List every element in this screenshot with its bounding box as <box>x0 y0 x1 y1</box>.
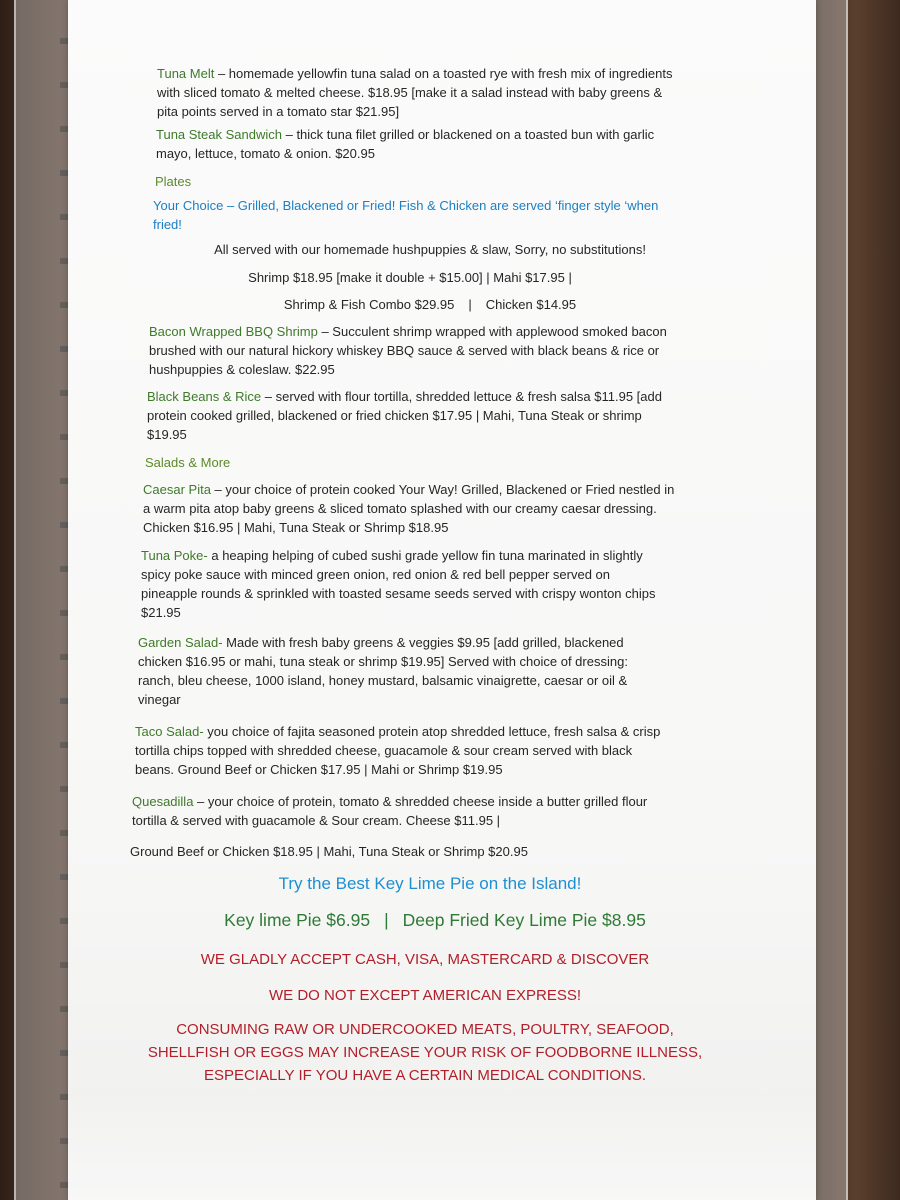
item-desc: – served with flour tortilla, shredded lettuce & fresh salsa $11.95 [add <box>261 389 662 404</box>
item-name: Tuna Poke- <box>141 548 208 563</box>
item-desc: – your choice of protein, tomato & shredded cheese inside a butter grilled flour <box>193 794 648 809</box>
menu-item-black-beans-rice <box>147 387 797 444</box>
plate-mahi: Mahi $17.95 | <box>489 270 572 285</box>
item-desc: beans. Ground Beef or Chicken $17.95 | Mahi or Shrimp $19.95 <box>135 762 503 777</box>
item-desc: chicken $16.95 or mahi, tuna steak or shrimp $19.95] Served with choice of dressing: <box>138 654 628 669</box>
item-desc: – homemade yellowfin tuna salad on a toasted rye with fresh mix of ingredients <box>214 66 673 81</box>
item-name: Quesadilla <box>132 794 194 809</box>
item-desc: you choice of fajita seasoned protein atop shredded lettuce, fresh salsa & crisp <box>203 724 661 739</box>
plates-choice-line: fried! <box>153 217 182 232</box>
item-desc: Made with fresh baby greens & veggies $9.95 [add grilled, blackened <box>222 635 624 650</box>
warning-line: CONSUMING RAW OR UNDERCOOKED MEATS, POULTRY, SEAFOOD, <box>176 1021 674 1038</box>
item-name: Taco Salad- <box>135 724 204 739</box>
menu-item-tuna-poke <box>141 546 806 622</box>
food-safety-warning <box>95 1018 755 1087</box>
deep-fried-key-lime-pie: Deep Fried Key Lime Pie $8.95 <box>402 910 646 930</box>
quesadilla-protein-prices: Ground Beef or Chicken $18.95 | Mahi, Tuna Steak or Shrimp $20.95 <box>130 844 528 859</box>
plates-line-combo-chicken <box>110 295 750 314</box>
separator: | <box>384 910 389 930</box>
section-heading-plates: Plates <box>155 174 192 189</box>
separator: | <box>468 297 472 312</box>
menu-item-quesadilla <box>132 792 802 830</box>
menu-item-tuna-melt <box>157 64 797 121</box>
plate-shrimp: Shrimp $18.95 [make it double + $15.00] | <box>248 270 490 285</box>
payment-notice: WE GLADLY ACCEPT CASH, VISA, MASTERCARD & DISCOVER <box>200 951 650 968</box>
plates-choice-note <box>153 196 803 234</box>
item-desc: ranch, bleu cheese, 1000 island, honey mustard, balsamic vinaigrette, caesar or oil & <box>138 673 628 688</box>
warning-line: SHELLFISH OR EGGS MAY INCREASE YOUR RISK OF FOODBORNE ILLNESS, <box>147 1044 703 1061</box>
key-lime-pie: Key lime Pie $6.95 <box>224 910 371 930</box>
item-desc: mayo, lettuce, tomato & onion. $20.95 <box>156 146 375 161</box>
item-desc: spicy poke sauce with minced green onion, red onion & red bell pepper served on <box>141 567 611 582</box>
item-desc: – Succulent shrimp wrapped with applewood smoked bacon <box>317 324 667 339</box>
item-desc: tortilla chips topped with shredded cheese, guacamole & sour cream served with black <box>135 743 633 758</box>
item-name: Tuna Steak Sandwich <box>156 127 282 142</box>
item-name: Bacon Wrapped BBQ Shrimp <box>149 324 318 339</box>
menu-item-taco-salad <box>135 722 805 779</box>
item-desc: – thick tuna filet grilled or blackened on a toasted bun with garlic <box>281 127 655 142</box>
plate-combo: Shrimp & Fish Combo $29.95 <box>283 297 455 312</box>
plate-chicken: Chicken $14.95 <box>485 297 577 312</box>
item-name: Tuna Melt <box>157 66 215 81</box>
section-heading-salads: Salads & More <box>145 455 231 470</box>
item-desc: – your choice of protein cooked Your Way! Grilled, Blackened or Fried nestled in <box>210 482 675 497</box>
plates-choice-line: Your Choice – Grilled, Blackened or Fried! Fish & Chicken are served ‘finger style ‘when <box>153 198 659 213</box>
item-desc: Chicken $16.95 | Mahi, Tuna Steak or Shrimp $18.95 <box>143 520 449 535</box>
plastic-glare <box>68 1090 816 1200</box>
item-desc: $21.95 <box>141 605 181 620</box>
plates-line-shrimp-mahi <box>110 268 710 287</box>
item-desc: pineapple rounds & sprinkled with toasted sesame seeds served with crispy wonton chips <box>141 586 656 601</box>
warning-line: ESPECIALLY IF YOU HAVE A CERTAIN MEDICAL CONDITIONS. <box>203 1067 647 1084</box>
item-desc: $19.95 <box>147 427 187 442</box>
item-name: Black Beans & Rice <box>147 389 262 404</box>
key-lime-prices <box>110 911 760 930</box>
item-name: Garden Salad- <box>138 635 223 650</box>
plates-sides-note: All served with our homemade hushpuppies & slaw, Sorry, no substitutions! <box>214 242 646 257</box>
item-desc: protein cooked grilled, blackened or fried chicken $17.95 | Mahi, Tuna Steak or shrimp <box>147 408 642 423</box>
menu-item-caesar-pita <box>143 480 803 537</box>
item-desc: tortilla & served with guacamole & Sour cream. Cheese $11.95 | <box>132 813 501 828</box>
item-desc: pita points served in a tomato star $21.95] <box>157 104 400 119</box>
key-lime-heading: Try the Best Key Lime Pie on the Island! <box>278 874 582 893</box>
item-desc: a heaping helping of cubed sushi grade yellow fin tuna marinated in slightly <box>207 548 643 563</box>
menu-item-bacon-bbq-shrimp <box>149 322 799 379</box>
item-name: Caesar Pita <box>143 482 211 497</box>
item-desc: a warm pita atop baby greens & sliced tomato splashed with our creamy caesar dressing. <box>143 501 657 516</box>
item-desc: hushpuppies & coleslaw. $22.95 <box>149 362 335 377</box>
item-desc: vinegar <box>138 692 181 707</box>
item-desc: with sliced tomato & melted cheese. $18.95 [make it a salad instead with baby greens & <box>157 85 663 100</box>
menu-item-tuna-steak-sandwich <box>156 125 796 163</box>
item-desc: brushed with our natural hickory whiskey BBQ sauce & served with black beans & rice or <box>149 343 660 358</box>
amex-notice: WE DO NOT EXCEPT AMERICAN EXPRESS! <box>268 987 581 1004</box>
menu-item-garden-salad <box>138 633 803 709</box>
